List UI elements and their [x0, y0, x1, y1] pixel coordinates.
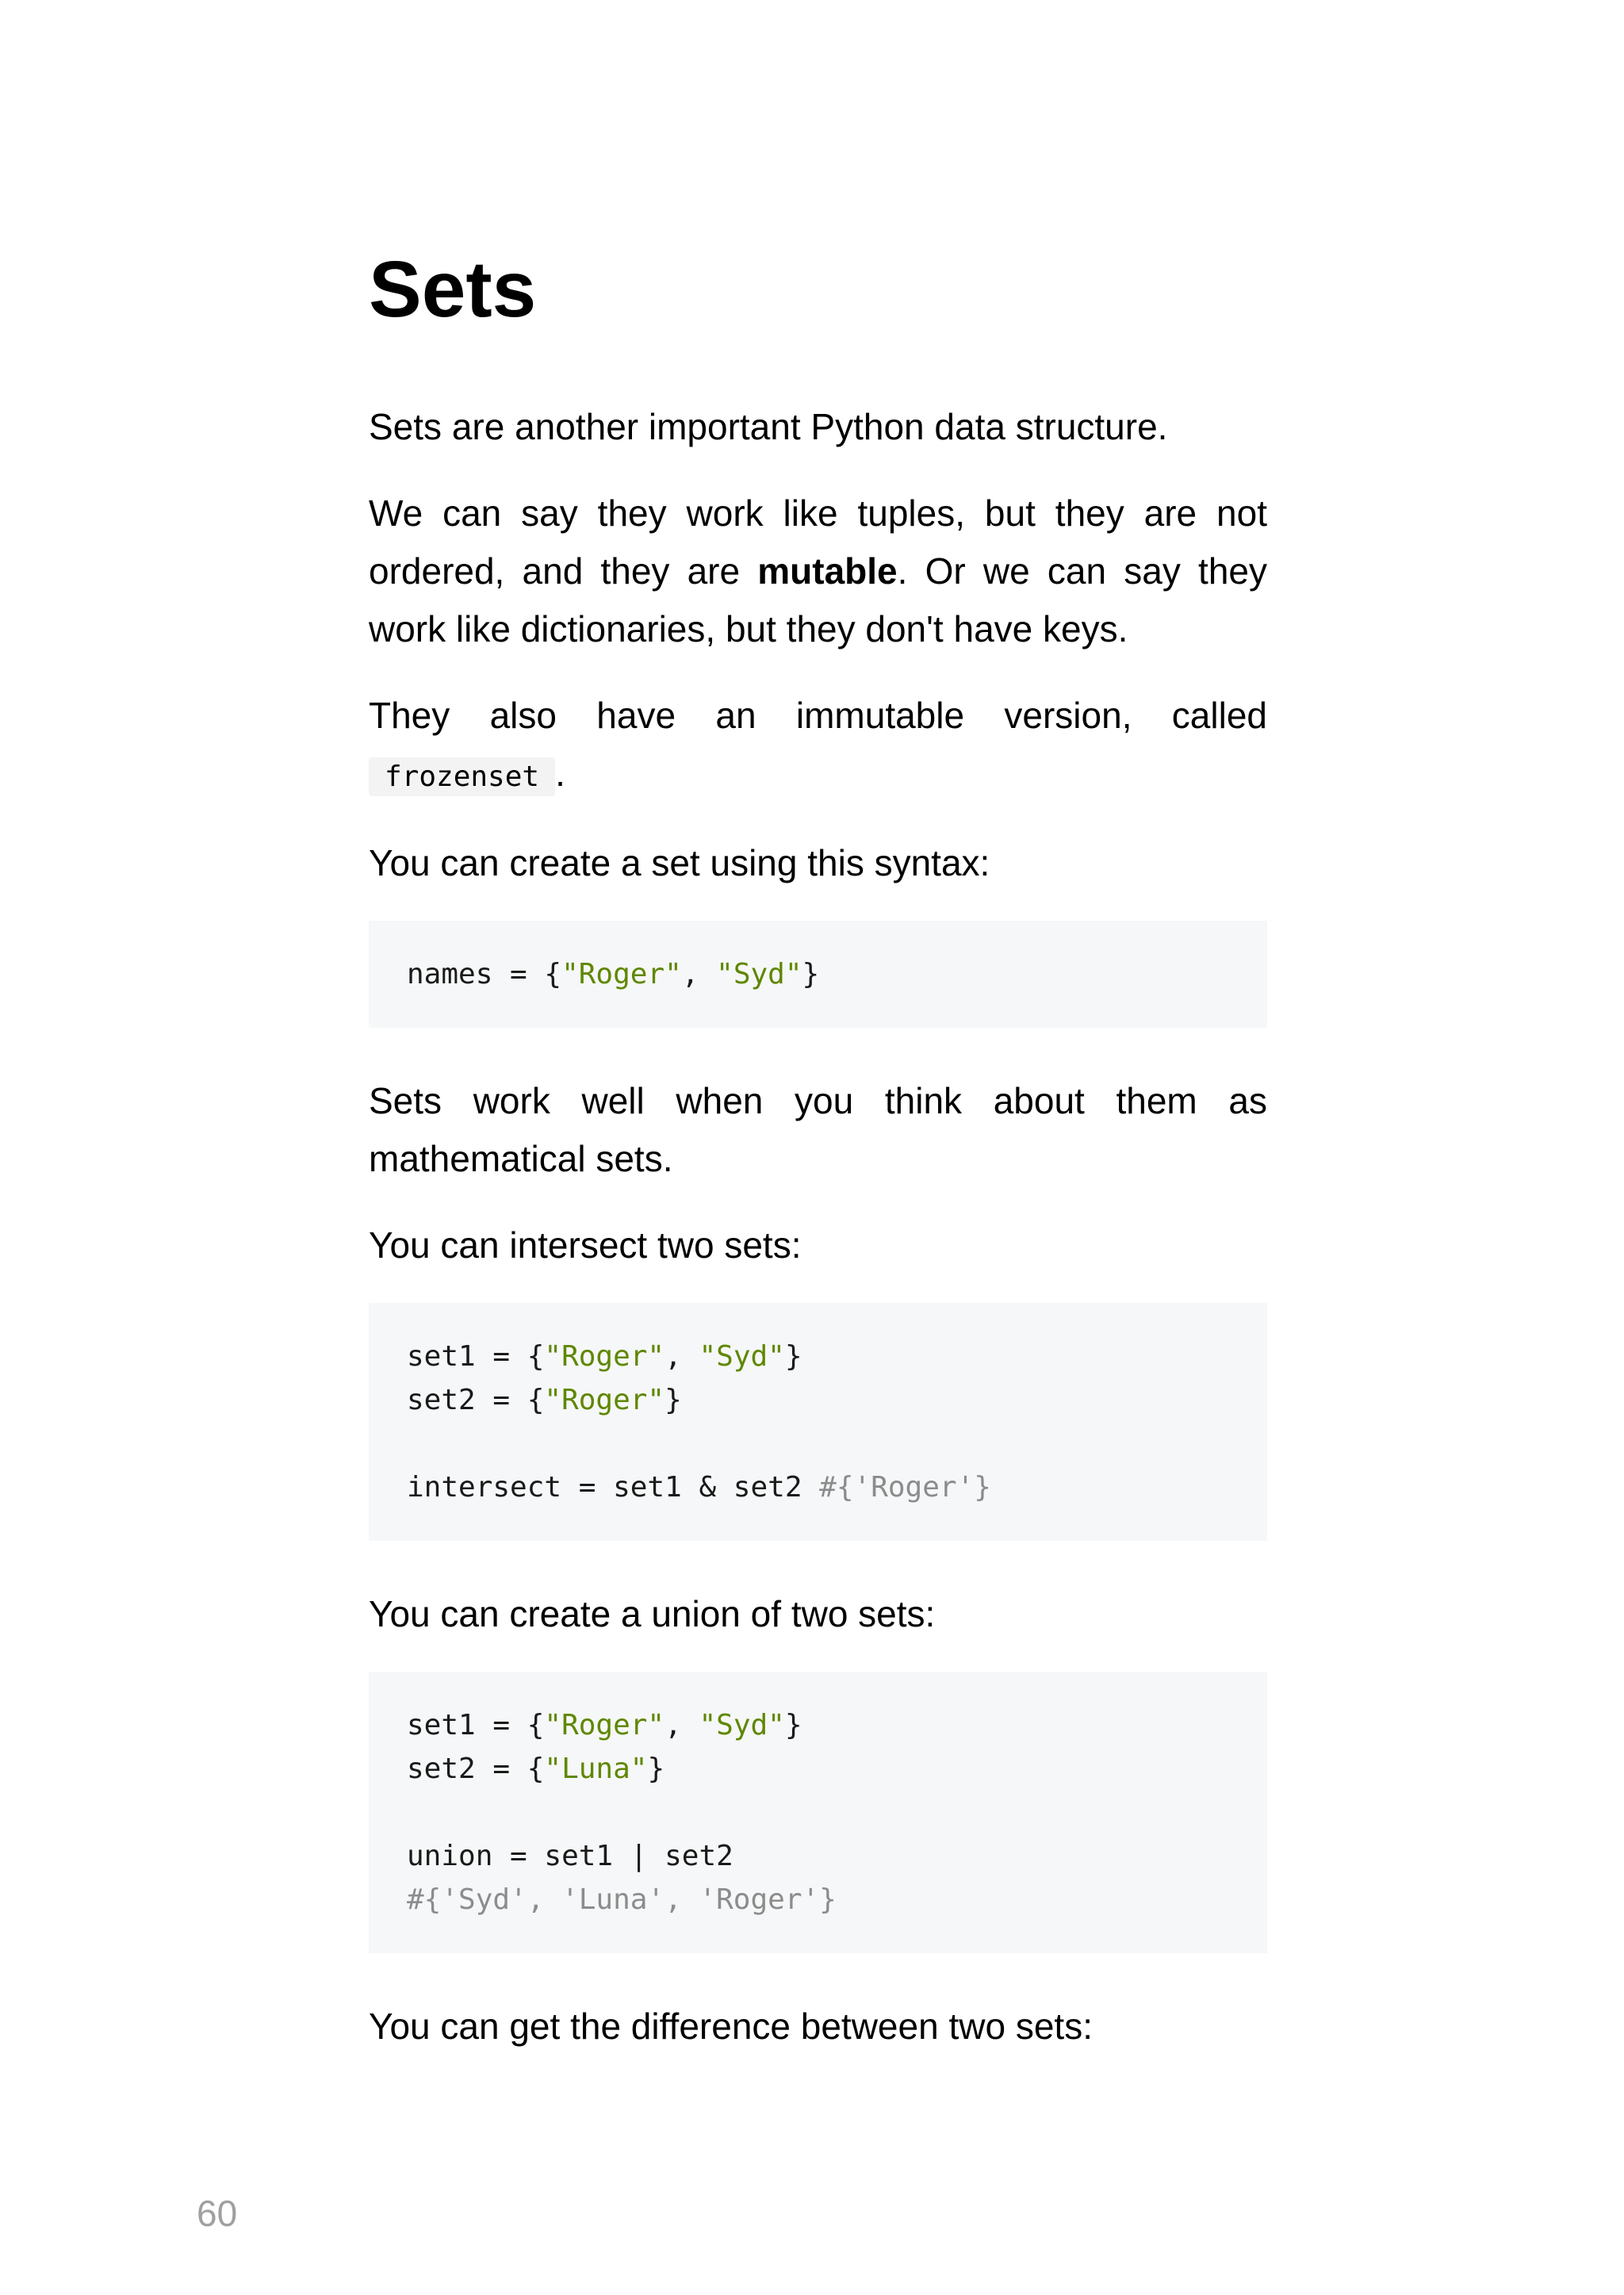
code-string: "Syd": [716, 958, 802, 990]
code-text: }: [784, 1340, 802, 1373]
paragraph-intro: Sets are another important Python data structure.: [369, 406, 1168, 447]
code-text: ,: [665, 1709, 699, 1741]
code-text: }: [802, 958, 820, 990]
paragraph-create-set: You can create a set using this syntax:: [369, 842, 990, 883]
code-text: names = {: [407, 958, 562, 990]
code-block-union: [369, 1672, 1267, 1953]
paragraph-text: We can say they work like tuples, but they are not ordered, and they are: [369, 492, 1267, 592]
code-string: "Syd": [699, 1340, 785, 1373]
code-string: "Roger": [544, 1340, 665, 1373]
paragraph-math-sets: Sets work well when you think about them as mathematical sets.: [369, 1080, 1267, 1179]
code-block-create-set: [369, 921, 1267, 1028]
code-comment: #{'Roger'}: [819, 1471, 991, 1504]
paragraph-frozenset: [369, 687, 1267, 806]
code-string: "Luna": [544, 1753, 648, 1785]
paragraph-text: .: [555, 753, 565, 794]
paragraph-text: . Or we can say they work like dictionaries, but they don't have keys.: [369, 550, 1267, 649]
code-string: "Roger": [544, 1709, 665, 1741]
code-text: set1 = {: [407, 1709, 545, 1741]
code-comment: #{'Syd', 'Luna', 'Roger'}: [407, 1883, 837, 1916]
code-block-intersect: [369, 1303, 1267, 1541]
code-text: }: [665, 1384, 682, 1416]
bold-mutable: mutable: [757, 550, 898, 592]
code-string: "Syd": [699, 1709, 785, 1741]
code-text: set2 = {: [407, 1753, 545, 1785]
code-text: set2 = {: [407, 1384, 545, 1416]
page-number: 60: [197, 2193, 238, 2234]
paragraph-difference: You can get the difference between two sets:: [369, 2006, 1093, 2047]
code-text: set1 = {: [407, 1340, 545, 1373]
inline-code-frozenset: frozenset: [369, 757, 555, 796]
paragraph-intersect: You can intersect two sets:: [369, 1224, 802, 1266]
paragraph-tuples-comparison: [369, 485, 1267, 658]
page-title: Sets: [369, 245, 537, 334]
code-text: ,: [665, 1340, 699, 1373]
code-text: union = set1 | set2: [407, 1840, 733, 1872]
code-text: }: [647, 1753, 665, 1785]
paragraph-text: They also have an immutable version, called: [369, 695, 1267, 736]
code-string: "Roger": [561, 958, 682, 990]
page-content: [369, 238, 1267, 2084]
code-string: "Roger": [544, 1384, 665, 1416]
paragraph-union: You can create a union of two sets:: [369, 1593, 936, 1634]
code-text: }: [784, 1709, 802, 1741]
code-text: ,: [681, 958, 717, 990]
code-text: intersect = set1 & set2: [407, 1471, 820, 1504]
